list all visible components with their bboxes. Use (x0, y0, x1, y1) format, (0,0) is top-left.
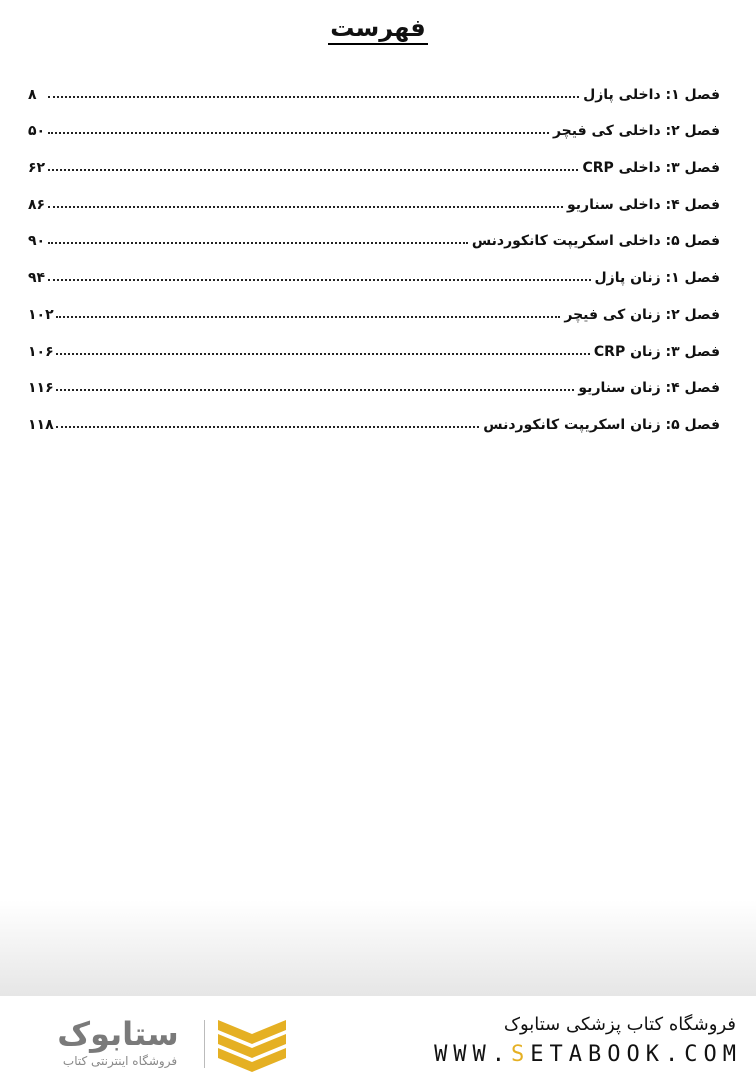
url-suffix: ETABOOK.COM (530, 1042, 742, 1067)
toc-entry-page: ۱۰۶ (28, 343, 54, 360)
store-url[interactable] (434, 1042, 742, 1067)
toc-entry-label: فصل ۲: داخلی کی فیچر (552, 123, 720, 140)
logo-tagline: فروشگاه اینترنتی کتاب (62, 1054, 178, 1068)
table-of-contents (28, 66, 720, 433)
toc-entry[interactable] (28, 213, 720, 250)
url-prefix: WWW. (434, 1042, 512, 1067)
page-title-wrap (0, 14, 756, 42)
toc-entry[interactable] (28, 66, 720, 103)
toc-entry-page: ۹۰ (28, 233, 46, 250)
toc-entry-page: ۱۱۸ (28, 416, 54, 433)
bottom-shade (0, 900, 756, 996)
stacked-chevrons-icon (214, 1016, 290, 1072)
toc-entry-page: ۶۲ (28, 160, 46, 177)
page-title: فهرست (328, 14, 428, 45)
toc-entry[interactable] (28, 360, 720, 397)
logo-wordmark: ستابوک (57, 1015, 179, 1053)
dot-leader (48, 278, 591, 281)
toc-entry-label: فصل ۱: زنان پازل (594, 270, 720, 287)
toc-entry-label: فصل ۲: زنان کی فیچر (564, 306, 720, 323)
dot-leader (56, 388, 575, 391)
toc-entry[interactable] (28, 103, 720, 140)
toc-entry-page: ۸ (28, 86, 37, 103)
toc-entry[interactable] (28, 176, 720, 213)
toc-entry-page: ۱۰۲ (28, 306, 54, 323)
dot-leader (48, 168, 578, 171)
toc-entry[interactable] (28, 396, 720, 433)
dot-leader (48, 131, 549, 134)
toc-entry-label: فصل ۳: زنان CRP (593, 343, 720, 360)
toc-entry-page: ۸۶ (28, 196, 46, 213)
url-highlight: S (511, 1042, 531, 1067)
dot-leader (56, 425, 480, 428)
toc-entry-label: فصل ۱: داخلی پازل (583, 86, 720, 103)
toc-entry-page: ۵۰ (28, 123, 46, 140)
toc-entry-label: فصل ۳: داخلی CRP (582, 160, 720, 177)
toc-entry-label: فصل ۵: زنان اسکریپت کانکوردنس (483, 416, 720, 433)
toc-entry[interactable] (28, 249, 720, 286)
dot-leader (48, 205, 563, 208)
toc-entry-label: فصل ۴: داخلی سناریو (566, 196, 720, 213)
toc-entry[interactable] (28, 286, 720, 323)
toc-entry-page: ۹۴ (28, 270, 46, 287)
dot-leader (48, 95, 579, 98)
logo-divider (204, 1020, 205, 1068)
toc-entry-label: فصل ۵: داخلی اسکریپت کانکوردنس (471, 233, 720, 250)
toc-entry-page: ۱۱۶ (28, 380, 54, 397)
toc-entry-label: فصل ۴: زنان سناریو (578, 380, 720, 397)
dot-leader (56, 352, 590, 355)
store-name: فروشگاه کتاب پزشکی ستابوک (503, 1014, 736, 1035)
toc-entry[interactable] (28, 139, 720, 176)
footer-banner (0, 996, 756, 1080)
dot-leader (48, 241, 468, 244)
toc-entry[interactable] (28, 323, 720, 360)
dot-leader (56, 315, 561, 318)
